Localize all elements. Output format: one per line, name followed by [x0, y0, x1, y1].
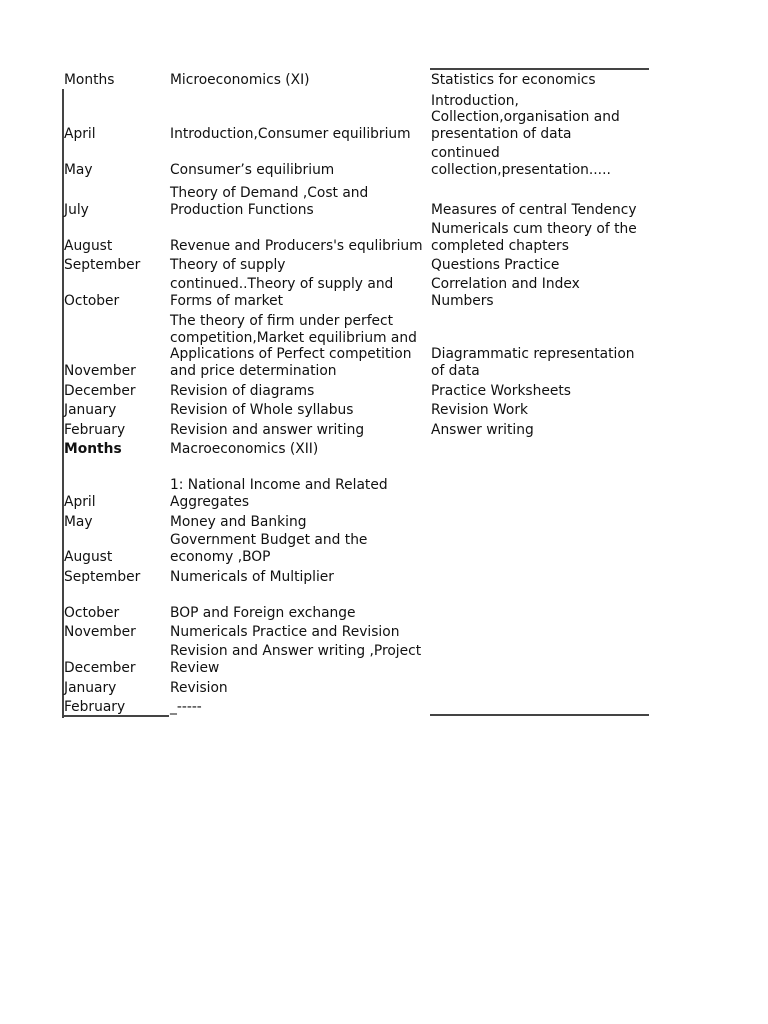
micro-topic: Theory of Demand ,Cost and Production Functions — [170, 185, 369, 218]
stats-topic: Questions Practice — [431, 256, 560, 273]
xii-row-november — [0, 621, 768, 640]
micro-topic: continued..Theory of supply and Forms of market — [170, 276, 394, 309]
xi-row-october — [0, 273, 768, 309]
stats-header: Statistics for economics — [431, 71, 596, 88]
stats-topic: Numericals cum theory of the completed chapters — [431, 221, 637, 254]
month-cell: May — [64, 161, 93, 178]
month-cell: December — [64, 382, 136, 399]
month-cell: September — [64, 256, 141, 273]
month-cell: July — [64, 201, 89, 218]
macro-topic: BOP and Foreign exchange — [170, 604, 356, 621]
xi-row-december — [0, 379, 768, 399]
macro-header: Macroeconomics (XII) — [170, 440, 319, 457]
xi-row-august — [0, 218, 768, 254]
xi-row-november — [0, 309, 768, 379]
xi-row-may — [0, 142, 768, 178]
micro-topic: Introduction,Consumer equilibrium — [170, 125, 411, 142]
stats-topic: Answer writing — [431, 421, 534, 438]
xi-row-july — [0, 178, 768, 218]
macro-topic: Government Budget and the economy ,BOP — [170, 532, 368, 565]
xi-row-february — [0, 418, 768, 438]
xi-row-january — [0, 399, 768, 418]
months-bold-header: Months — [64, 440, 122, 457]
micro-topic: The theory of firm under perfect competition,Market equilibrium and Applications of Perfect competition and price determination — [170, 313, 417, 379]
micro-topic: Theory of supply — [170, 256, 286, 273]
xii-row-october — [0, 585, 768, 621]
month-cell: April — [64, 125, 96, 142]
macro-topic: Revision — [170, 679, 228, 696]
month-cell: February — [64, 421, 126, 438]
stats-topic: Measures of central Tendency — [431, 201, 637, 218]
macro-topic: Revision and Answer writing ,Project Review — [170, 643, 422, 676]
micro-topic: Revenue and Producers's equlibrium — [170, 237, 423, 254]
stats-topic: Practice Worksheets — [431, 382, 571, 399]
stats-topic: Diagrammatic representation of data — [431, 346, 635, 379]
month-cell: December — [64, 659, 136, 676]
stats-topic: Correlation and Index Numbers — [431, 276, 580, 309]
xii-row-december — [0, 640, 768, 676]
stats-topic: Introduction, Collection,organisation and presentation of data — [431, 92, 620, 142]
month-cell: August — [64, 548, 113, 565]
header-row — [0, 68, 768, 88]
macro-topic: Numericals of Multiplier — [170, 568, 334, 585]
micro-topic: Consumer’s equilibrium — [170, 161, 335, 178]
month-cell: October — [64, 292, 120, 309]
stats-topic: Revision Work — [431, 401, 528, 418]
month-cell: January — [64, 679, 117, 696]
month-cell: February — [64, 698, 126, 715]
month-cell: April — [64, 493, 96, 510]
xii-row-september — [0, 565, 768, 585]
macro-topic: Money and Banking — [170, 513, 307, 530]
micro-topic: Revision of diagrams — [170, 382, 315, 399]
stats-topic: continued collection,presentation..... — [431, 145, 611, 178]
micro-topic: Revision and answer writing — [170, 421, 365, 438]
macro-topic: _----- — [170, 698, 202, 715]
xii-row-may — [0, 510, 768, 530]
xii-row-january — [0, 676, 768, 696]
month-cell: November — [64, 623, 136, 640]
macro-topic: 1: National Income and Related Aggregates — [170, 477, 388, 510]
micro-topic: Revision of Whole syllabus — [170, 401, 354, 418]
xii-row-february — [0, 696, 768, 715]
month-cell: May — [64, 513, 93, 530]
xii-row-april — [0, 457, 768, 510]
micro-header: Microeconomics (XI) — [170, 71, 310, 88]
xii-row-august — [0, 530, 768, 565]
months-bottom-border — [62, 715, 169, 717]
month-cell: January — [64, 401, 117, 418]
xi-row-september — [0, 254, 768, 273]
xi-row-april — [0, 88, 768, 142]
macro-header-row — [0, 438, 768, 457]
month-cell: September — [64, 568, 141, 585]
month-cell: November — [64, 362, 136, 379]
month-cell: August — [64, 237, 113, 254]
months-header: Months — [64, 71, 115, 88]
macro-topic: Numericals Practice and Revision — [170, 623, 400, 640]
month-cell: October — [64, 604, 120, 621]
